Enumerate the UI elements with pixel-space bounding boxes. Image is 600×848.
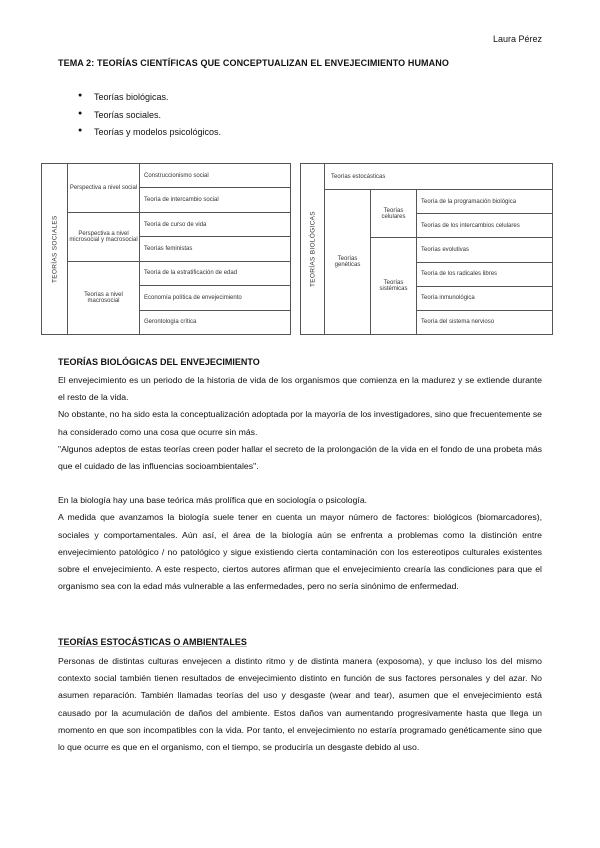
social-theories-table (41, 163, 291, 335)
section-heading-biological: TEORÍAS BIOLÓGICAS DEL ENVEJECIMIENTO (58, 357, 260, 367)
paragraph: A medida que avanzamos la biología suele tener en cuenta un mayor número de factores: biológicos (biomarcadores), sociales y comportamentales. Aún así, el área de la biología aún se enfrenta a problemas como la distinción entre envejecimiento patológico / no patológico y sigue existiendo cierta contaminación con los estereotipos culturales existentes sobre el envejecimiento. A este respecto, ciertos autores afirman que el envejecimiento crearía las condiciones para que el organismo sea con la edad más vulnerable a las enfermedades, pero no sería sinónimo de enfermedad. (58, 512, 542, 592)
bio-stochastic-cell: Teorías estocásticas (325, 164, 553, 190)
paragraph: Personas de distintas culturas envejecen a distinto ritmo y de distinta manera (exposoma), y que incluso los del mismo contexto social también tienen resultados de envejecimiento distinto en función de sus factores personales y del azar. No asumen reparación. También llamadas teorías del uso y desgaste (wear and tear), asumen que el envejecimiento está causado por la acumulación de daños del ambiente. Estos daños van aumentando progresivamente hasta que llega un momento en que son incompatibles con la vida. Por tanto, el envejecimiento no estaría programado genéticamente sino que lo que ocurre es que en el organismo, con el tiempo, se produciría un desgaste debido al uso. (58, 656, 542, 753)
bio-table-label: TEORÍAS BIOLÓGICAS (301, 164, 325, 335)
social-group-cell: Teorías a nivel macrosocial (68, 261, 140, 334)
social-theory-cell: Economía política de envejecimiento (140, 286, 291, 310)
social-theory-cell: Gerontología crítica (140, 310, 291, 334)
page-title: TEMA 2: TEORÍAS CIENTÍFICAS QUE CONCEPTUALIZAN EL ENVEJECIMIENTO HUMANO (58, 58, 449, 68)
bio-theory-cell: Teorías evolutivas (417, 238, 553, 262)
social-theory-cell: Teorías feministas (140, 237, 291, 261)
social-table-label: TEORÍAS SOCIALES (42, 164, 68, 335)
section-stochastic-body (58, 653, 542, 756)
bio-theory-cell: Teoría de los radicales libres (417, 262, 553, 286)
bio-theory-cell: Teorías de los intercambios celulares (417, 214, 553, 238)
bio-genetic-cell: Teorías genéticas (325, 190, 371, 335)
author-name: Laura Pérez (492, 34, 542, 44)
bio-cellular-cell: Teorías celulares (371, 190, 417, 238)
social-group-cell: Perspectiva a nivel microsocial y macrosocial (68, 212, 140, 261)
bio-theory-cell: Teoría inmunológica (417, 286, 553, 310)
social-group-cell: Perspectiva a nivel social (68, 164, 140, 213)
social-theory-cell: Teoría de intercambio social (140, 188, 291, 212)
paragraph: "Algunos adeptos de estas teorías creen poder hallar el secreto de la prolongación de la vida en el fondo de una probeta más que el cuidado de las influencias socioambientales". (58, 443, 542, 472)
bullet-item: ● Teorías biológicas. (78, 92, 221, 110)
section-heading-stochastic: TEORÍAS ESTOCÁSTICAS O AMBIENTALES (58, 637, 247, 647)
paragraph: El envejecimiento es un periodo de la historia de vida de los organismos que comienza en la madurez y se extiende durante el resto de la vida. (58, 375, 542, 403)
paragraph: En la biología hay una base teórica más prolífica que en sociología o psicología. (58, 495, 368, 506)
paragraph: No obstante, no ha sido esta la conceptualización adoptada por la mayoría de los investigadores, sino que frecuentemente se ha considerado como una cosa que ocurre sin más. (58, 409, 542, 437)
bio-theory-cell: Teoría de la programación biológica (417, 190, 553, 214)
social-theory-cell: Construccionismo social (140, 164, 291, 188)
section-biological-body (58, 372, 542, 595)
bullet-item: ● Teorías y modelos psicológicos. (78, 127, 221, 145)
theory-bullet-list (78, 92, 221, 145)
social-theory-cell: Teoría de la estratificación de edad (140, 261, 291, 285)
bullet-item: ● Teorías sociales. (78, 110, 221, 128)
bio-systemic-cell: Teorías sistémicas (371, 238, 417, 335)
biological-theories-table (300, 163, 553, 335)
bio-theory-cell: Teoría del sistema nervioso (417, 310, 553, 334)
social-theory-cell: Teoría de curso de vida (140, 212, 291, 236)
